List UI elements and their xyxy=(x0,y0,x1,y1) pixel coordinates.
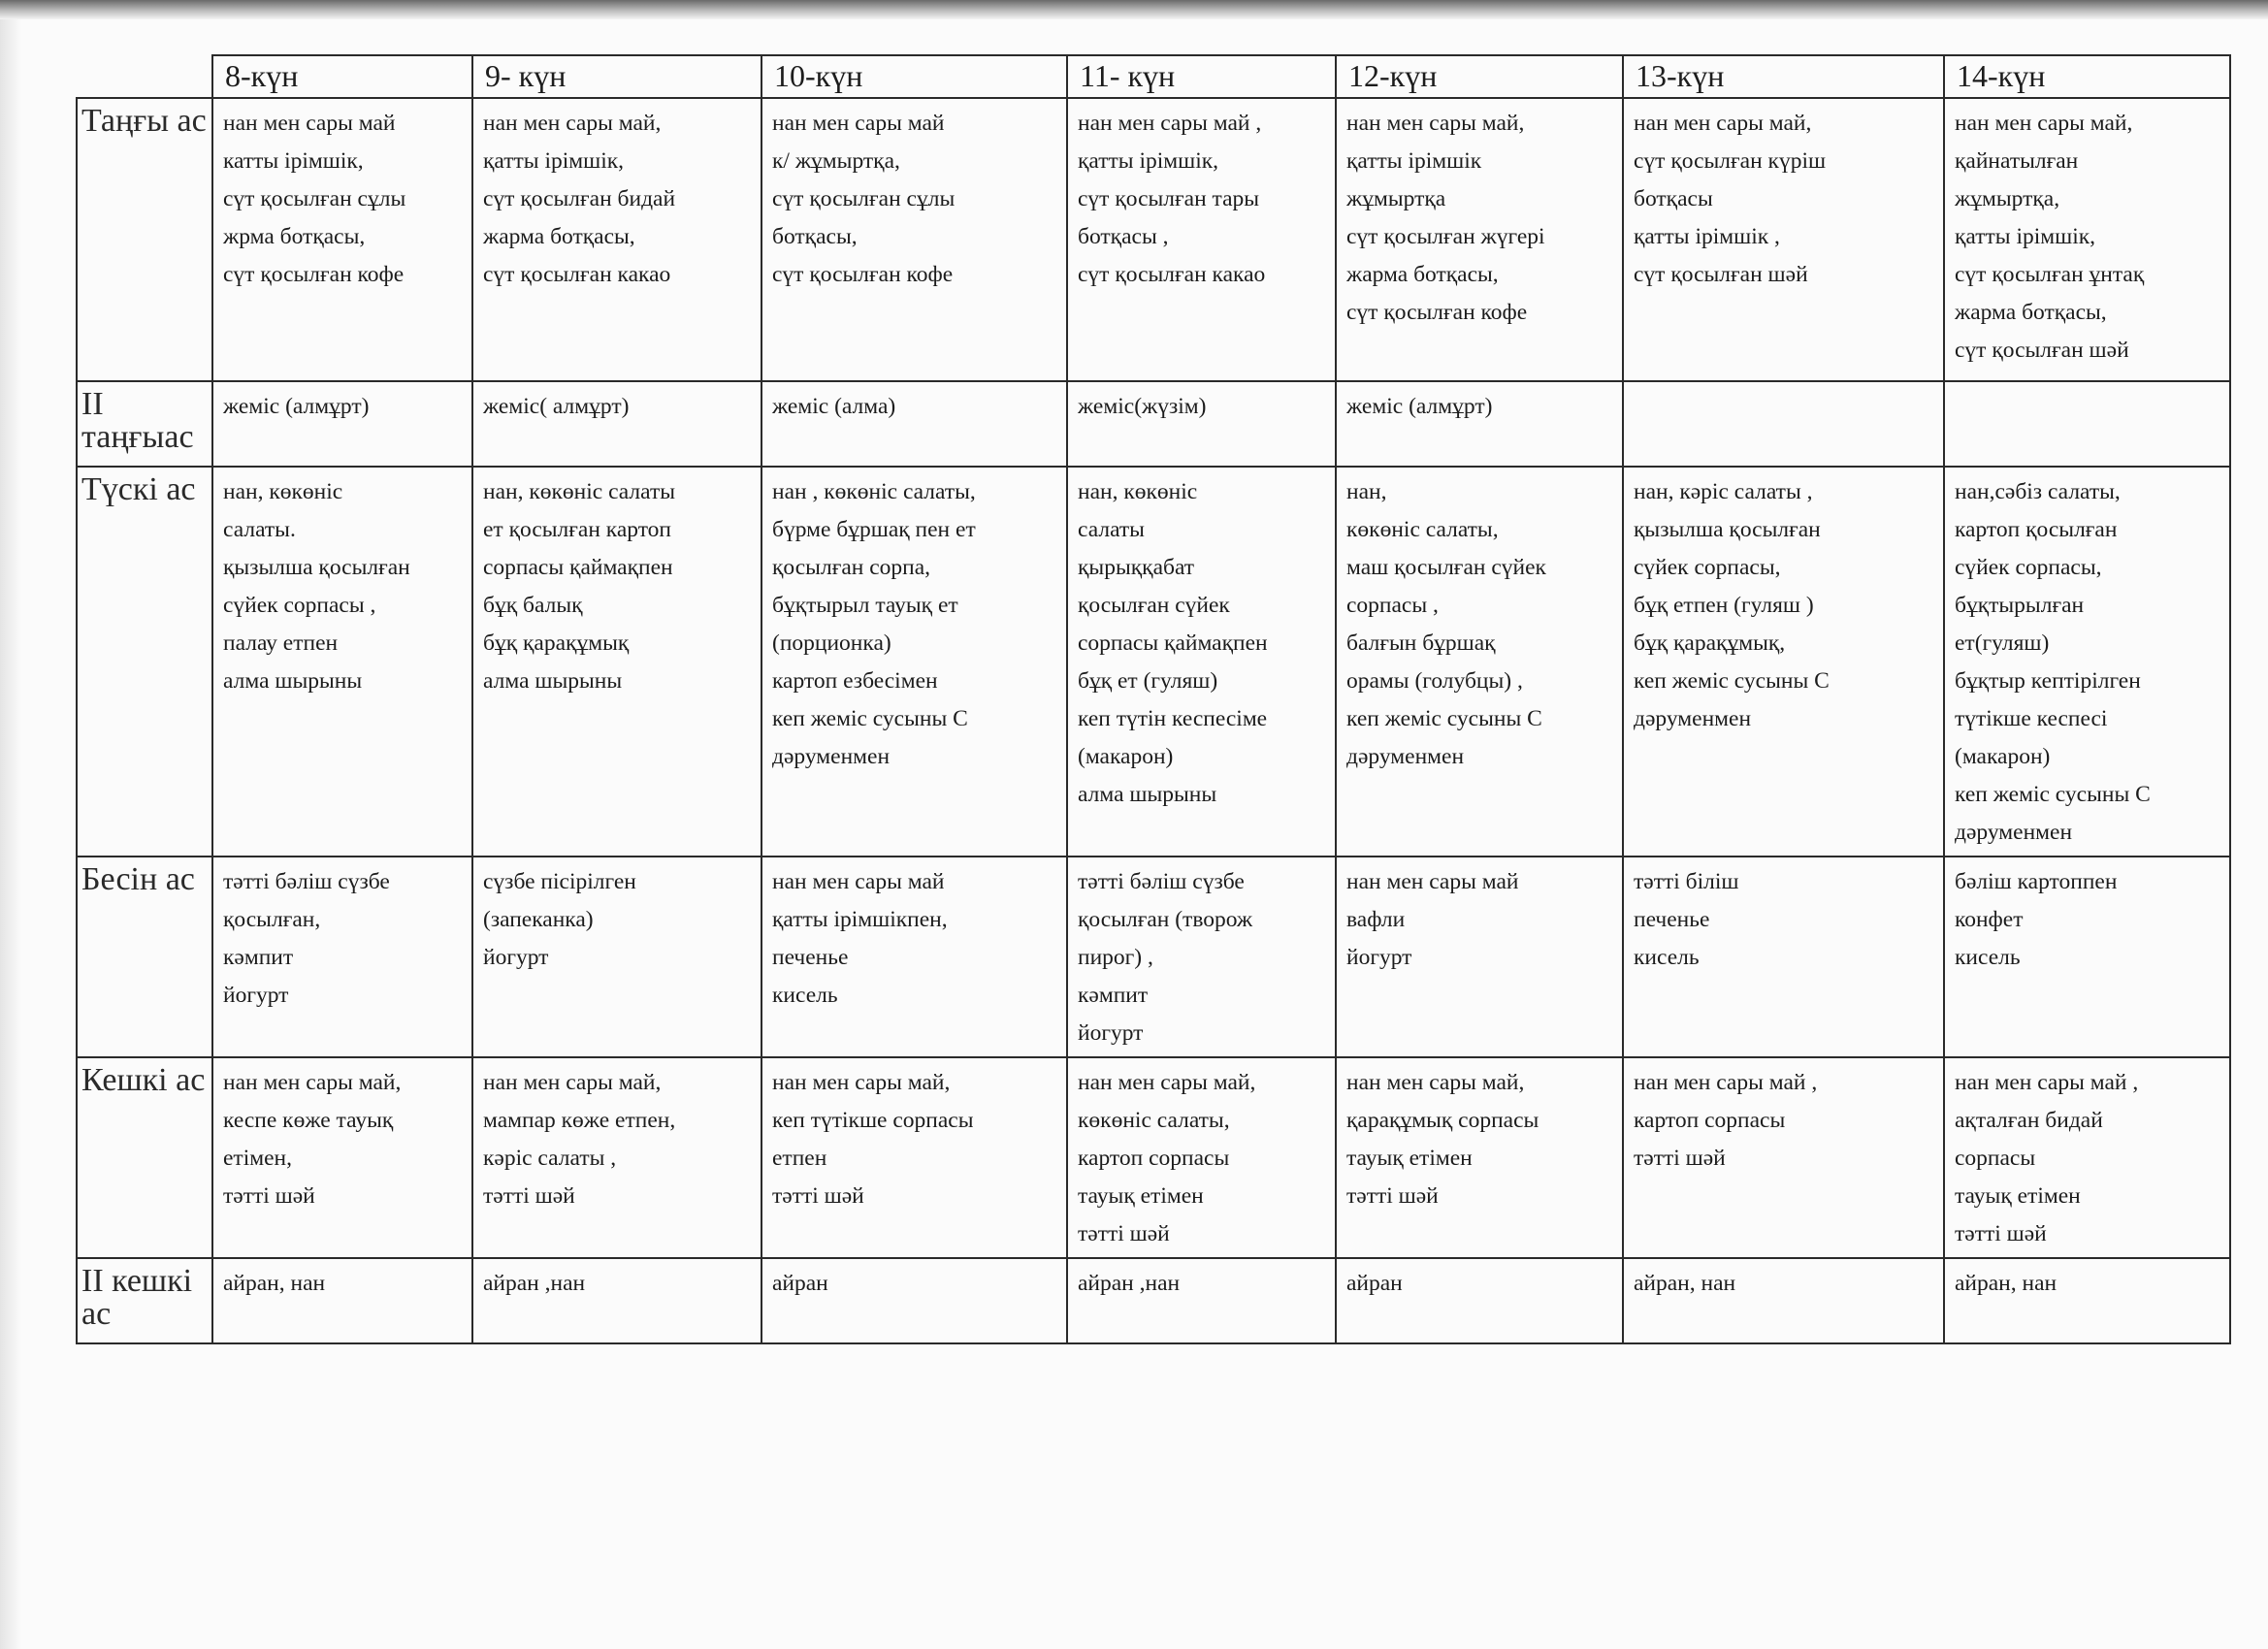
meal-row-second-breakfast xyxy=(77,381,2230,467)
menu-cell: айран, нан xyxy=(1944,1258,2230,1343)
menu-cell: нан, көкөніс салаты. қызылша қосылған сүйек сорпасы , палау етпен алма шырыны xyxy=(212,467,472,857)
menu-cell: нан мен сары май, қатты ірімшік, сүт қосылған бидай жарма ботқасы, сүт қосылған какао xyxy=(472,98,761,381)
menu-cell: айран ,нан xyxy=(1067,1258,1336,1343)
day-header: 14-күн xyxy=(1944,55,2230,98)
meal-row-afternoon-snack xyxy=(77,857,2230,1057)
menu-cell: нан,сәбіз салаты, картоп қосылған сүйек сорпасы, бұқтырылған ет(гуляш) бұқтыр кептірілген түтікше кеспесі (макарон) кеп жеміс сусыны С дәруменмен xyxy=(1944,467,2230,857)
meal-row-breakfast xyxy=(77,98,2230,381)
menu-cell: нан мен сары май, сүт қосылған күріш ботқасы қатты ірімшік , сүт қосылған шәй xyxy=(1623,98,1944,381)
menu-cell: тәтті бәліш сүзбе қосылған, кәмпит йогурт xyxy=(212,857,472,1057)
meal-row-lunch xyxy=(77,467,2230,857)
menu-cell: жеміс(жүзім) xyxy=(1067,381,1336,467)
meal-label: ІІ кешкі ас xyxy=(77,1258,212,1343)
day-header: 10-күн xyxy=(761,55,1067,98)
header-row xyxy=(77,55,2230,98)
menu-cell: сүзбе пісірілген (запеканка) йогурт xyxy=(472,857,761,1057)
weekly-menu-table xyxy=(76,54,2231,1344)
meal-label: Түскі ас xyxy=(77,467,212,857)
menu-cell: тәтті біліш печенье кисель xyxy=(1623,857,1944,1057)
menu-cell: нан мен сары май , ақталған бидай сорпасы тауық етімен тәтті шәй xyxy=(1944,1057,2230,1258)
menu-cell: нан мен сары май қатты ірімшікпен, печенье кисель xyxy=(761,857,1067,1057)
menu-cell: нан мен сары май к/ жұмыртқа, сүт қосылған сұлы ботқасы, сүт қосылған кофе xyxy=(761,98,1067,381)
menu-cell: нан мен сары май, қарақұмық сорпасы тауық етімен тәтті шәй xyxy=(1336,1057,1623,1258)
menu-cell: жеміс( алмұрт) xyxy=(472,381,761,467)
day-header: 13-күн xyxy=(1623,55,1944,98)
menu-cell: нан , көкөніс салаты, бүрме бұршақ пен ет қосылған сорпа, бұқтырыл тауық ет (порционка) картоп езбесімен кеп жеміс сусыны С дәруменмен xyxy=(761,467,1067,857)
menu-cell: айран, нан xyxy=(212,1258,472,1343)
menu-cell: айран, нан xyxy=(1623,1258,1944,1343)
meal-row-dinner xyxy=(77,1057,2230,1258)
menu-cell: жеміс (алмұрт) xyxy=(1336,381,1623,467)
day-header: 12-күн xyxy=(1336,55,1623,98)
menu-cell xyxy=(1623,381,1944,467)
menu-cell xyxy=(1944,381,2230,467)
day-header: 8-күн xyxy=(212,55,472,98)
menu-cell: нан мен сары май, мампар көже етпен, кәріс салаты , тәтті шәй xyxy=(472,1057,761,1258)
menu-cell: нан мен сары май, қайнатылған жұмыртқа, қатты ірімшік, сүт қосылған ұнтақ жарма ботқасы, сүт қосылған шәй xyxy=(1944,98,2230,381)
menu-cell: нан, кәріс салаты , қызылша қосылған сүйек сорпасы, бұқ етпен (гуляш ) бұқ қарақұмық, кеп жеміс сусыны С дәруменмен xyxy=(1623,467,1944,857)
menu-cell: нан мен сары май катты ірімшік, сүт қосылған сұлы жрма ботқасы, сүт қосылған кофе xyxy=(212,98,472,381)
corner-cell xyxy=(77,55,212,98)
day-header: 9- күн xyxy=(472,55,761,98)
menu-cell: нан мен сары май вафли йогурт xyxy=(1336,857,1623,1057)
menu-cell: бәліш картоппен конфет кисель xyxy=(1944,857,2230,1057)
menu-cell: жеміс (алма) xyxy=(761,381,1067,467)
menu-cell: айран ,нан xyxy=(472,1258,761,1343)
meal-label: Таңғы ас xyxy=(77,98,212,381)
menu-cell: айран xyxy=(1336,1258,1623,1343)
menu-cell: нан мен сары май, кеп түтікше сорпасы етпен тәтті шәй xyxy=(761,1057,1067,1258)
menu-cell: айран xyxy=(761,1258,1067,1343)
scan-left-edge xyxy=(0,19,21,1649)
menu-cell: нан, көкөніс салаты, маш қосылған сүйек сорпасы , балғын бұршақ орамы (голубцы) , кеп жеміс сусыны С дәруменмен xyxy=(1336,467,1623,857)
menu-cell: жеміс (алмұрт) xyxy=(212,381,472,467)
scan-top-shadow xyxy=(0,0,2268,19)
meal-label: ІІ таңғыас xyxy=(77,381,212,467)
menu-cell: нан мен сары май, қатты ірімшік жұмыртқа сүт қосылған жүгері жарма ботқасы, сүт қосылған кофе xyxy=(1336,98,1623,381)
meal-row-second-dinner xyxy=(77,1258,2230,1343)
menu-cell: нан мен сары май, көкөніс салаты, картоп сорпасы тауық етімен тәтті шәй xyxy=(1067,1057,1336,1258)
day-header: 11- күн xyxy=(1067,55,1336,98)
menu-cell: нан мен сары май, кеспе көже тауық етімен, тәтті шәй xyxy=(212,1057,472,1258)
menu-cell: нан, көкөніс салаты қырыққабат қосылған сүйек сорпасы қаймақпен бұқ ет (гуляш) кеп түтін кеспесіме (макарон) алма шырыны xyxy=(1067,467,1336,857)
menu-cell: нан мен сары май , қатты ірімшік, сүт қосылған тары ботқасы , сүт қосылған какао xyxy=(1067,98,1336,381)
menu-cell: нан, көкөніс салаты ет қосылған картоп сорпасы қаймақпен бұқ балық бұқ қарақұмық алма шырыны xyxy=(472,467,761,857)
menu-cell: нан мен сары май , картоп сорпасы тәтті шәй xyxy=(1623,1057,1944,1258)
menu-cell: тәтті бәліш сүзбе қосылған (творож пирог) , кәмпит йогурт xyxy=(1067,857,1336,1057)
meal-label: Бесін ас xyxy=(77,857,212,1057)
meal-label: Кешкі ас xyxy=(77,1057,212,1258)
